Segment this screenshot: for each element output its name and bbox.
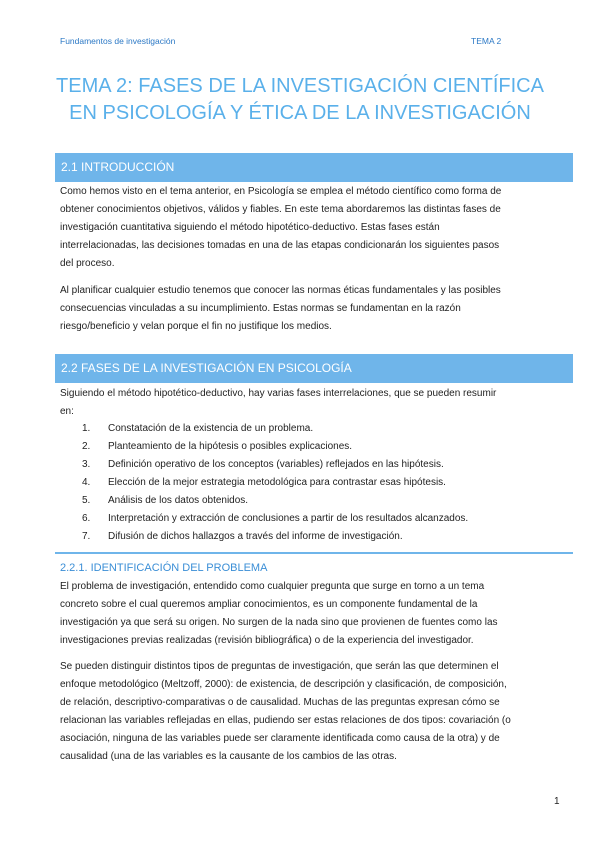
list-item <box>82 510 542 528</box>
header-course-name: Fundamentos de investigación <box>60 36 176 46</box>
list-item <box>82 528 542 546</box>
list-text: Análisis de los datos obtenidos. <box>108 495 249 506</box>
list-item <box>82 420 542 438</box>
list-item <box>82 492 542 510</box>
text-line: relacionan las variables reflejadas en ellas, pudiendo ser estas relaciones de dos tipos: covariación (o <box>60 715 511 726</box>
text-line: investigación cuantitativa siguiendo el método hipotético-deductivo. Estas fases están <box>60 222 440 233</box>
list-number: 5. <box>82 495 91 506</box>
list-number: 4. <box>82 477 91 488</box>
text-line: Se pueden distinguir distintos tipos de preguntas de investigación, que serán las que determinen el <box>60 661 499 672</box>
list-text: Interpretación y extracción de conclusiones a partir de los resultados alcanzados. <box>108 513 469 524</box>
list-item <box>82 474 542 492</box>
text-line: El problema de investigación, entendido como cualquier pregunta que surge en torno a un tema <box>60 581 485 592</box>
text-line: Al planificar cualquier estudio tenemos que conocer las normas éticas fundamentales y las posibles <box>60 285 501 296</box>
intro-paragraph-2 <box>60 282 560 336</box>
list-number: 6. <box>82 513 91 524</box>
running-header <box>60 36 540 46</box>
text-line: enfoque metodológico (Meltzoff, 2000): de existencia, de descripción y clasificación, de composición, <box>60 679 507 690</box>
list-number: 1. <box>82 423 91 434</box>
fases-intro-paragraph <box>60 385 560 421</box>
phases-list <box>82 420 542 546</box>
text-line: investigación ya que será su origen. No surgen de la nada sino que provienen de fuentes como las <box>60 617 498 628</box>
problema-paragraph-2 <box>60 658 560 766</box>
title-line-1: TEMA 2: FASES DE LA INVESTIGACIÓN CIENTÍFICA <box>56 75 544 97</box>
header-topic: TEMA 2 <box>471 36 502 46</box>
text-line: en: <box>60 406 74 417</box>
list-number: 7. <box>82 531 91 542</box>
section-heading-fases: 2.2 FASES DE LA INVESTIGACIÓN EN PSICOLOGÍA <box>55 354 573 383</box>
text-line: riesgo/beneficio y velan porque el fin no justifique los medios. <box>60 321 332 332</box>
list-item <box>82 456 542 474</box>
title-line-2: EN PSICOLOGÍA Y ÉTICA DE LA INVESTIGACIÓN <box>69 102 531 124</box>
text-line: investigaciones previas realizadas (revisión bibliográfica) o de la experiencia del investigador. <box>60 635 474 646</box>
text-line: de relación, descriptivo-comparativas o de causalidad. Muchas de las preguntas expresan cómo se <box>60 697 500 708</box>
section-heading-introduccion: 2.1 INTRODUCCIÓN <box>55 153 573 182</box>
subsection-divider <box>55 552 573 554</box>
text-line: asociación, ninguna de las variables puede ser claramente identificada como causa de la otra) y de <box>60 733 500 744</box>
list-text: Elección de la mejor estrategia metodológica para contrastar esas hipótesis. <box>108 477 446 488</box>
text-line: del proceso. <box>60 258 115 269</box>
list-text: Constatación de la existencia de un problema. <box>108 423 314 434</box>
page-number: 1 <box>554 796 560 807</box>
list-text: Definición operativo de los conceptos (variables) reflejados en las hipótesis. <box>108 459 444 470</box>
list-number: 2. <box>82 441 91 452</box>
list-text: Difusión de dichos hallazgos a través del informe de investigación. <box>108 531 403 542</box>
text-line: consecuencias vinculadas a su incumplimiento. Estas normas se fundamentan en la razón <box>60 303 461 314</box>
subsection-heading-identificacion: 2.2.1. IDENTIFICACIÓN DEL PROBLEMA <box>60 562 268 574</box>
document-title <box>50 73 550 127</box>
text-line: Siguiendo el método hipotético-deductivo, hay varias fases interrelaciones, que se pueden resumir <box>60 388 497 399</box>
text-line: Como hemos visto en el tema anterior, en Psicología se emplea el método científico como forma de <box>60 186 502 197</box>
intro-paragraph-1 <box>60 183 560 273</box>
text-line: causalidad (una de las variables es la causante de los cambios de las otras. <box>60 751 397 762</box>
text-line: concreto sobre el cual queremos ampliar conocimientos, es un componente fundamental de la <box>60 599 478 610</box>
list-number: 3. <box>82 459 91 470</box>
list-item <box>82 438 542 456</box>
list-text: Planteamiento de la hipótesis o posibles explicaciones. <box>108 441 353 452</box>
problema-paragraph-1 <box>60 578 560 650</box>
text-line: obtener conocimientos objetivos, válidos y fiables. En este tema abordaremos las distintas fases de <box>60 204 501 215</box>
text-line: interrelacionadas, las decisiones tomadas en una de las etapas condicionarán los siguientes pasos <box>60 240 500 251</box>
